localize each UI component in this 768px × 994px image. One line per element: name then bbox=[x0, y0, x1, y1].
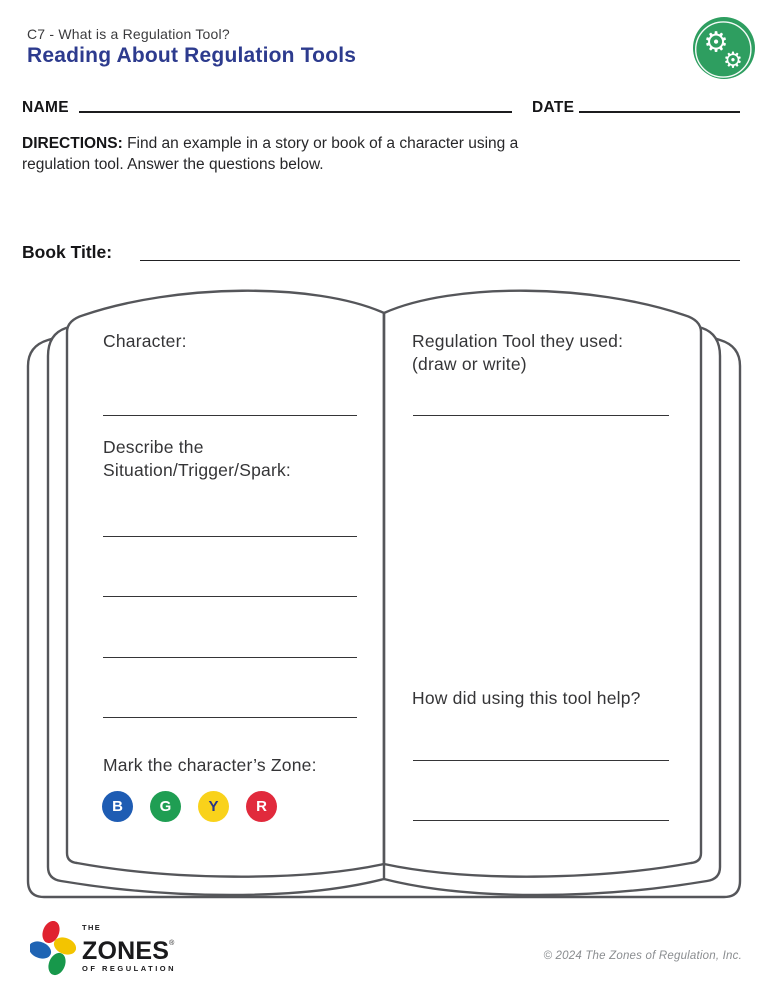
directions-label: DIRECTIONS: bbox=[22, 135, 123, 152]
character-blank-line[interactable] bbox=[103, 398, 357, 416]
zone-marker-row bbox=[102, 791, 277, 822]
regulation-tool-label: Regulation Tool they used: (draw or write) bbox=[412, 331, 624, 374]
situation-label: Describe the Situation/Trigger/Spark: bbox=[103, 437, 291, 480]
situation-blank-line-1[interactable] bbox=[103, 519, 357, 537]
green-zone-marker[interactable]: G bbox=[150, 791, 181, 822]
tool-blank-line[interactable] bbox=[413, 398, 669, 416]
book-right-page bbox=[384, 291, 701, 877]
gears-icon bbox=[692, 16, 758, 82]
date-blank-line[interactable] bbox=[579, 95, 740, 113]
situation-blank-line-4[interactable] bbox=[103, 700, 357, 718]
svg-text:⚙: ⚙ bbox=[723, 48, 743, 74]
copyright-text: © 2024 The Zones of Regulation, Inc. bbox=[543, 950, 742, 962]
page-title: Reading About Regulation Tools bbox=[27, 44, 357, 67]
name-blank-line[interactable] bbox=[79, 95, 512, 113]
zones-logo-text: THE ZONES® OF REGULATION bbox=[82, 923, 177, 973]
tool-help-label: How did using this tool help? bbox=[412, 688, 641, 708]
character-label: Character: bbox=[103, 331, 187, 351]
book-title-blank-line[interactable] bbox=[140, 242, 740, 261]
directions-line2: regulation tool. Answer the questions below. bbox=[22, 156, 324, 173]
directions-line1: Find an example in a story or book of a character using a bbox=[127, 135, 519, 152]
help-blank-line-1[interactable] bbox=[413, 743, 669, 761]
book-title-label: Book Title: bbox=[22, 242, 113, 262]
zone-prompt-label: Mark the character’s Zone: bbox=[103, 755, 317, 775]
zones-logo-icon bbox=[30, 921, 76, 977]
svg-text:⚙: ⚙ bbox=[703, 25, 729, 59]
name-label: NAME bbox=[22, 99, 69, 116]
red-zone-marker[interactable]: R bbox=[246, 791, 277, 822]
situation-blank-line-2[interactable] bbox=[103, 579, 357, 597]
help-blank-line-2[interactable] bbox=[413, 803, 669, 821]
yellow-zone-marker[interactable]: Y bbox=[198, 791, 229, 822]
date-label: DATE bbox=[532, 99, 575, 116]
lesson-code: C7 - What is a Regulation Tool? bbox=[27, 26, 230, 42]
situation-blank-line-3[interactable] bbox=[103, 640, 357, 658]
blue-zone-marker[interactable]: B bbox=[102, 791, 133, 822]
zones-logo bbox=[30, 921, 176, 977]
directions-text bbox=[22, 133, 682, 175]
